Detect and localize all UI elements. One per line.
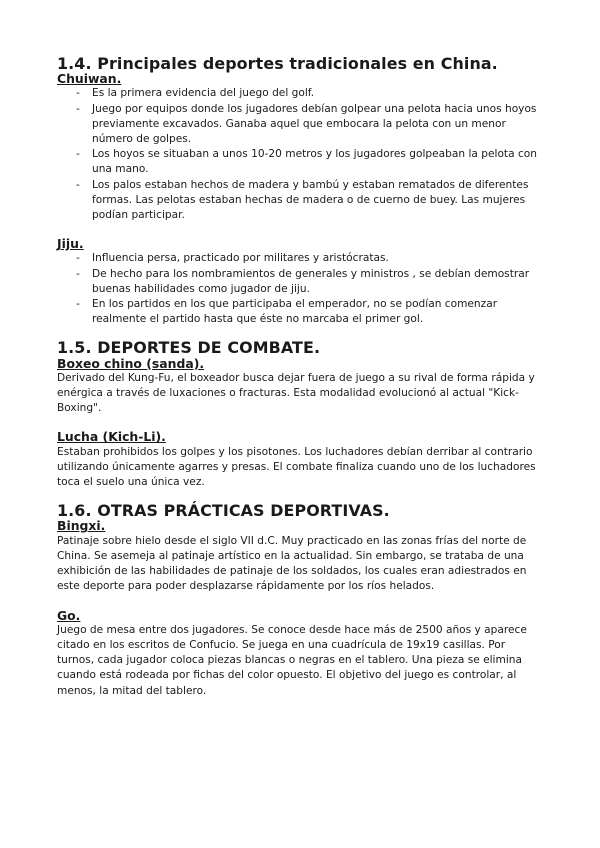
section-1-5 — [57, 340, 544, 490]
list-item: - De hecho para los nombramientos de generales y ministros , se debían demostrar buenas habilidades como jugador de jiju. — [57, 267, 544, 297]
list-item: - Juego por equipos donde los jugadores debían golpear una pelota hacia unos hoyos previamente excavados. Ganaba aquel que embocara la pelota con un menor número de golpes. — [57, 102, 544, 148]
chuiwan-list — [57, 86, 544, 223]
bingxi-text: Patinaje sobre hielo desde el siglo VII d.C. Muy practicado en las zonas frías del norte de China. Se asemeja al patinaje artístico en la actualidad. Sin embargo, se trataba de una exhibición de las habilidades de patinaje de los soldados, los cuales eran adiestrados en este deporte para poder desplazarse rápidamente por los ríos helados. — [57, 534, 527, 593]
jiju-heading: Jiju. — [57, 236, 84, 252]
section-heading: 1.6. OTRAS PRÁCTICAS DEPORTIVAS. — [57, 501, 390, 521]
lucha-heading: Lucha (Kich-Li). — [57, 429, 166, 445]
boxeo-heading: Boxeo chino (sanda). — [57, 355, 205, 371]
section-heading: 1.4. Principales deportes tradicionales en China. — [57, 54, 498, 73]
go-text: Juego de mesa entre dos jugadores. Se conoce desde hace más de 2500 años y aparece citado en los escritos de Confucio. Se juega en una cuadrícula de 19x19 casillas. Por turnos, cada jugador coloca piezas blancas o negras en el tablero. Una pieza se elimina cuando está rodeada por fichas del color opuesto. El objetivo del juego es controlar, al menos, la mitad del tablero. — [57, 623, 527, 697]
section-1-6 — [57, 503, 544, 698]
lucha-text: Estaban prohibidos los golpes y los pisotones. Los luchadores debían derribar al contrario utilizando únicamente agarres y presas. El combate finaliza cuando uno de los luchadores toca el suelo una única vez. — [57, 445, 536, 489]
section-heading: 1.5. DEPORTES DE COMBATE. — [57, 338, 321, 358]
list-item: - Los palos estaban hechos de madera y bambú y estaban rematados de diferentes formas. Las pelotas estaban hechas de madera o de cuerno de buey. Las mujeres podían participar. — [57, 178, 544, 224]
section-1-4 — [57, 56, 544, 327]
list-item: - Influencia persa, practicado por militares y aristócratas. — [57, 251, 544, 266]
boxeo-text: Derivado del Kung-Fu, el boxeador busca dejar fuera de juego a su rival de forma rápida y enérgica a través de luxaciones o fracturas. Esta modalidad evolucionó al actual "Kick-Boxing". — [57, 371, 535, 415]
list-item: - Es la primera evidencia del juego del golf. — [57, 86, 544, 101]
bingxi-heading: Bingxi. — [57, 518, 106, 534]
go-heading: Go. — [57, 607, 81, 623]
list-item: - Los hoyos se situaban a unos 10-20 metros y los jugadores golpeaban la pelota con una mano. — [57, 147, 544, 177]
list-item: - En los partidos en los que participaba el emperador, no se podían comenzar realmente el partido hasta que éste no marcaba el primer gol. — [57, 297, 544, 327]
jiju-list — [57, 251, 544, 327]
chuiwan-heading: Chuiwan. — [57, 71, 122, 87]
